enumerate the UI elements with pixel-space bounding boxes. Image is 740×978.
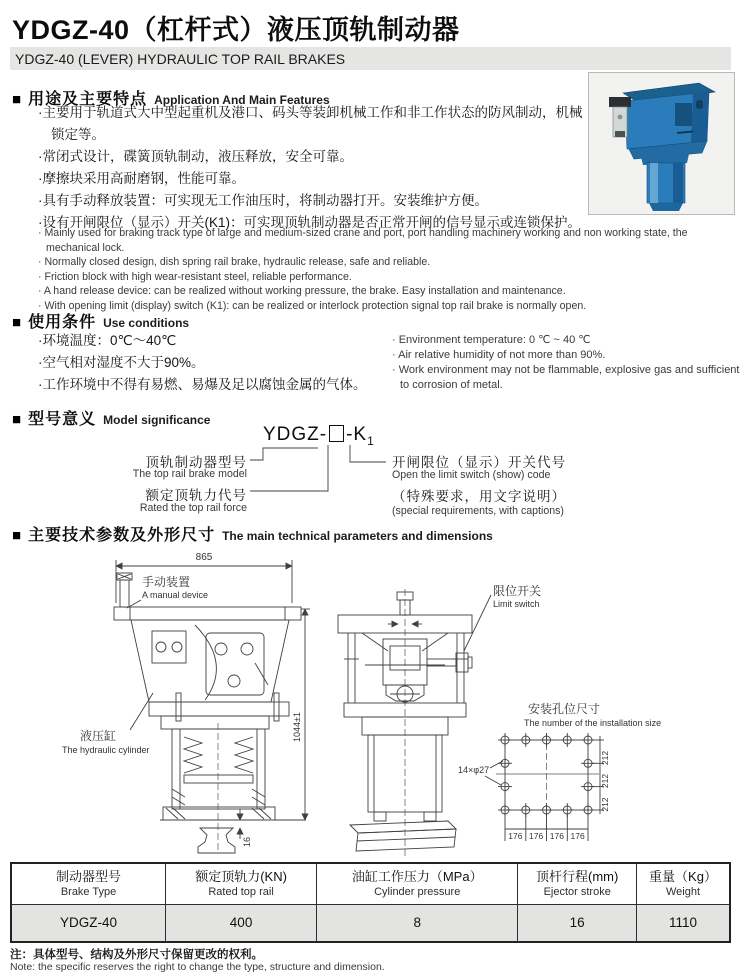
list-item: ·具有手动释放装置：可实现无工作油压时，将制动器打开。安装维护方便。 xyxy=(38,193,488,208)
model-label-brake-type-en: The top rail brake model xyxy=(132,468,247,480)
features-heading-zh: 用途及主要特点 xyxy=(28,91,148,108)
footer-note-zh: 注：具体型号、结构及外形尺寸保留更改的权利。 xyxy=(10,949,263,961)
label-hydraulic-cylinder-zh: 液压缸 xyxy=(80,729,117,743)
brake-body xyxy=(623,83,715,159)
list-item: ·工作环境中不得有易燃、易爆及足以腐蚀金属的气体。 xyxy=(38,377,367,392)
dimension-col-spacing: 176 xyxy=(529,831,544,841)
dimension-stroke: 16 xyxy=(242,836,252,847)
model-diagram xyxy=(0,424,740,524)
cell-cylinder-pressure: 8 xyxy=(317,904,518,942)
section-heading-tech xyxy=(12,522,493,545)
dimension-row-spacing: 212 xyxy=(600,773,610,789)
list-item: ·空气相对湿度不大于90%。 xyxy=(38,355,205,370)
page-title: YDGZ-40（杠杆式）液压顶轨制动器 xyxy=(12,15,460,45)
dimension-col-spacing: 176 xyxy=(508,831,523,841)
holes-count-label: 14×φ27 xyxy=(458,765,490,775)
col-header-en: Weight xyxy=(665,886,701,899)
technical-drawings xyxy=(0,545,740,862)
front-view-drawing xyxy=(338,584,544,857)
model-code xyxy=(263,424,375,448)
col-header-brake-type xyxy=(11,863,166,904)
model-label-rated-force-zh: 额定顶轨力代号 xyxy=(145,488,247,503)
col-header-en: Brake Type xyxy=(60,886,117,899)
label-manual-device-en: A manual device xyxy=(142,590,209,600)
section-heading-conditions xyxy=(12,309,189,332)
list-item: · With opening limit (display) switch (K1): can be realized or interlock protection signal top rail brake is normally open. xyxy=(38,299,587,312)
model-code-mid: -K xyxy=(346,424,368,445)
model-label-special-zh: （特殊要求，用文字说明） xyxy=(392,489,566,504)
conditions-heading-en: Use conditions xyxy=(103,316,190,330)
dimension-col-spacing: 176 xyxy=(570,831,585,841)
parameters-table xyxy=(10,862,731,943)
mounting-holes-drawing xyxy=(458,701,661,841)
col-header-zh: 油缸工作压力（MPa） xyxy=(351,869,483,885)
col-header-cylinder-pressure xyxy=(317,863,518,904)
col-header-ejector-stroke xyxy=(518,863,637,904)
col-header-zh: 额定顶轨力(KN) xyxy=(195,869,287,885)
list-item: · Environment temperature: 0 ℃ ~ 40 ℃ xyxy=(392,334,591,346)
model-code-prefix: YDGZ- xyxy=(263,424,328,445)
model-code-box xyxy=(329,425,344,442)
dimension-row-spacing: 212 xyxy=(600,750,610,766)
conditions-bullets-zh xyxy=(38,330,383,396)
features-bullets-en xyxy=(38,226,738,314)
cell-rated-force: 400 xyxy=(166,904,317,942)
col-header-rated-force xyxy=(166,863,317,904)
list-item: ·设有开闸限位（显示）开关(K1)：可实现顶轨制动器是否正常开闸的信号显示或连锁保护。 xyxy=(38,215,581,230)
model-label-special-en: (special requirements, with captions) xyxy=(392,505,564,517)
cell-model: YDGZ-40 xyxy=(11,904,166,942)
section-marker-icon: ■ xyxy=(12,91,22,108)
product-photo xyxy=(588,72,735,215)
list-item: · Work environment may not be flammable, explosive gas and sufficient to corrosion of metal. xyxy=(392,364,740,391)
label-hydraulic-cylinder-en: The hydraulic cylinder xyxy=(62,745,150,755)
side-view-drawing xyxy=(62,552,310,853)
list-item: · Friction block with high wear-resistant steel, reliable performance. xyxy=(38,270,352,283)
section-marker-icon: ■ xyxy=(12,527,22,544)
features-heading-en: Application And Main Features xyxy=(154,93,330,107)
list-item: ·环境温度：0℃～40℃ xyxy=(38,333,177,348)
list-item: · Mainly used for braking track type of large and medium-sized crane and port, port handling machinery working and non working state, the mechanical lock. xyxy=(38,227,688,254)
model-label-brake-type-zh: 顶轨制动器型号 xyxy=(145,455,247,470)
dimension-row-spacing: 212 xyxy=(600,797,610,812)
features-bullets-zh xyxy=(38,102,594,234)
list-item: ·主要用于轨道式大中型起重机及港口、码头等装卸机械工作和非工作状态的防风制动，机械锁定等。 xyxy=(38,105,583,142)
model-heading-zh: 型号意义 xyxy=(28,411,97,428)
tech-heading-en: The main technical parameters and dimensions xyxy=(222,529,493,543)
section-marker-icon: ■ xyxy=(12,411,22,428)
list-item: · Normally closed design, dish spring rail brake, hydraulic release, safe and reliable. xyxy=(38,256,431,269)
col-header-zh: 制动器型号 xyxy=(56,869,122,885)
page-subtitle-bar xyxy=(10,47,731,70)
label-manual-device-zh: 手动装置 xyxy=(142,575,191,589)
list-item: ·摩擦块采用高耐磨钢，性能可靠。 xyxy=(38,171,245,186)
list-item: · A hand release device: can be realized without working pressure, the brake. Easy installation and maintenance. xyxy=(38,285,566,298)
label-limit-switch-zh: 限位开关 xyxy=(493,584,542,598)
model-label-rated-force-en: Rated the top rail force xyxy=(139,502,247,514)
hydraulic-cylinder-part xyxy=(641,154,689,211)
install-size-title-zh: 安装孔位尺寸 xyxy=(528,702,601,716)
dimension-width: 865 xyxy=(195,552,213,563)
footer-note-en: Note: the specific reserves the right to change the type, structure and dimension. xyxy=(10,961,385,973)
conditions-bullets-en xyxy=(392,333,740,393)
table-header-row xyxy=(11,863,730,904)
model-heading-en: Model significance xyxy=(103,413,211,427)
conditions-heading-zh: 使用条件 xyxy=(28,314,97,331)
page-subtitle: YDGZ-40 (LEVER) HYDRAULIC TOP RAIL BRAKES xyxy=(15,51,346,67)
col-header-en: Ejector stroke xyxy=(543,886,611,899)
list-item: ·常闭式设计，碟簧顶轨制动，液压释放，安全可靠。 xyxy=(38,149,353,164)
list-item: · Air relative humidity of not more than 90%. xyxy=(392,349,606,361)
col-header-zh: 顶杆行程(mm) xyxy=(536,869,619,885)
install-size-title-en: The number of the installation size xyxy=(524,718,662,728)
col-header-weight xyxy=(637,863,731,904)
product-photo-illustration xyxy=(589,73,734,214)
model-label-limit-switch-en: Open the limit switch (show) code xyxy=(392,469,551,481)
tech-heading-zh: 主要技术参数及外形尺寸 xyxy=(28,527,216,544)
col-header-zh: 重量（Kg） xyxy=(649,869,717,885)
model-code-sub: 1 xyxy=(367,433,375,448)
dimension-col-spacing: 176 xyxy=(549,831,564,841)
table-row xyxy=(11,904,730,942)
dimension-height: 1044±1 xyxy=(292,712,302,742)
model-label-limit-switch-zh: 开闸限位（显示）开关代号 xyxy=(392,455,566,470)
col-header-en: Cylinder pressure xyxy=(374,886,461,899)
cell-ejector-stroke: 16 xyxy=(518,904,637,942)
col-header-en: Rated top rail xyxy=(208,886,274,899)
section-marker-icon: ■ xyxy=(12,314,22,331)
label-limit-switch-en: Limit switch xyxy=(493,599,540,609)
cell-weight: 1110 xyxy=(637,904,731,942)
